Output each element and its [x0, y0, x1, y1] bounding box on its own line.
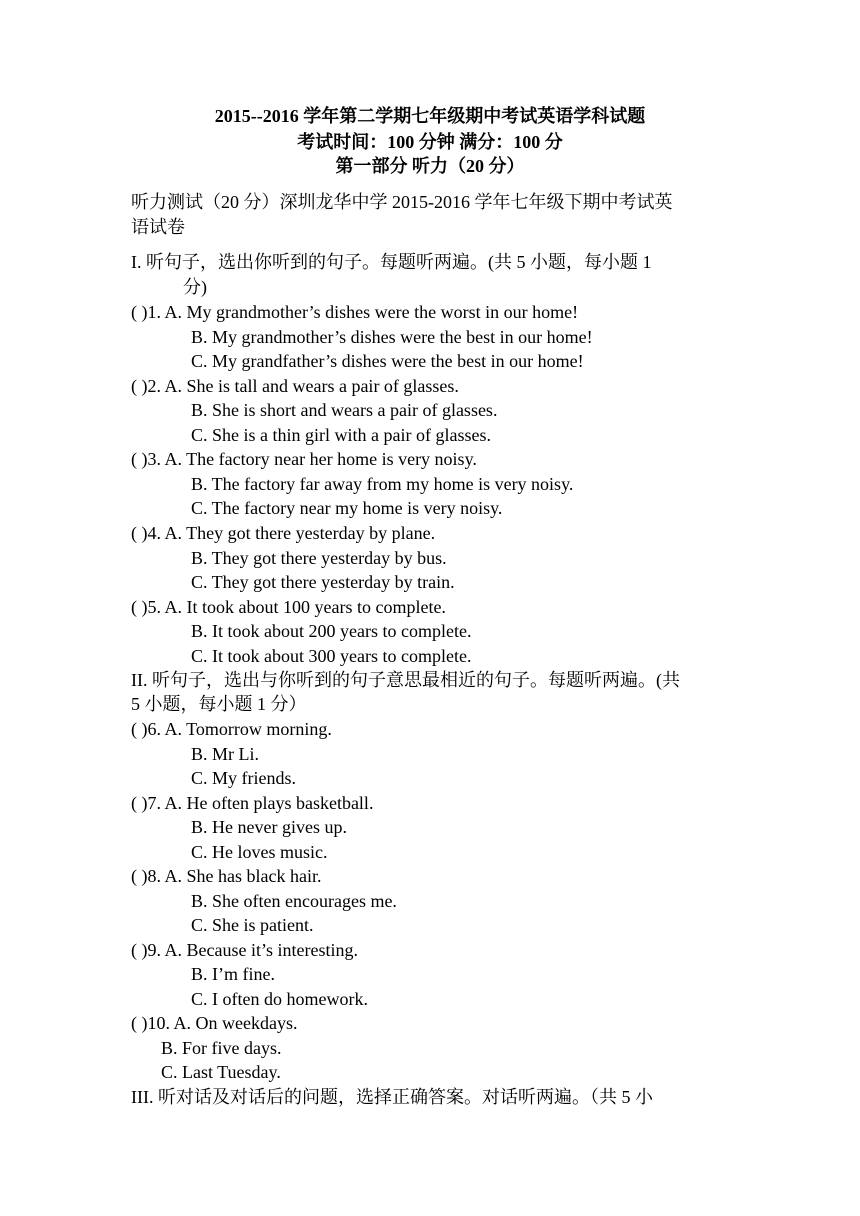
question-10-stem: ( )10. A. On weekdays. [131, 1013, 298, 1033]
question-1-option-b: B. My grandmother’s dishes were the best in our home! [191, 327, 593, 347]
question-8-option-c: C. She is patient. [191, 915, 314, 935]
document-title: 2015--2016 学年第二学期七年级期中考试英语学科试题 [214, 106, 646, 126]
question-9-option-b: B. I’m fine. [191, 964, 275, 984]
question-3-option-b: B. The factory far away from my home is very noisy. [191, 474, 574, 494]
question-10-option-c: C. Last Tuesday. [161, 1062, 281, 1082]
part-heading: 第一部分 听力（20 分） [335, 156, 525, 176]
question-7-option-c: C. He loves music. [191, 842, 328, 862]
question-2-option-c: C. She is a thin girl with a pair of glasses. [191, 425, 491, 445]
question-3-option-c: C. The factory near my home is very noisy. [191, 498, 503, 518]
question-1-option-c: C. My grandfather’s dishes were the best in our home! [191, 351, 584, 371]
question-5-option-b: B. It took about 200 years to complete. [191, 621, 472, 641]
section-1-heading-cont: 分) [183, 277, 207, 297]
question-7-option-b: B. He never gives up. [191, 817, 347, 837]
question-4-option-b: B. They got there yesterday by bus. [191, 548, 447, 568]
question-7-stem: ( )7. A. He often plays basketball. [131, 793, 374, 813]
question-1-stem: ( )1. A. My grandmother’s dishes were the worst in our home! [131, 302, 579, 322]
question-5-stem: ( )5. A. It took about 100 years to complete. [131, 597, 446, 617]
question-9-option-c: C. I often do homework. [191, 989, 368, 1009]
intro-line-2: 语试卷 [131, 217, 185, 237]
question-8-stem: ( )8. A. She has black hair. [131, 866, 322, 886]
question-8-option-b: B. She often encourages me. [191, 891, 397, 911]
question-4-option-c: C. They got there yesterday by train. [191, 572, 455, 592]
section-1-heading: I. 听句子，选出你听到的句子。每题听两遍。(共 5 小题，每小题 1 [131, 252, 652, 272]
question-3-stem: ( )3. A. The factory near her home is very noisy. [131, 449, 477, 469]
question-5-option-c: C. It took about 300 years to complete. [191, 646, 472, 666]
section-3-heading: III. 听对话及对话后的问题，选择正确答案。对话听两遍。（共 5 小 [131, 1087, 653, 1107]
intro-line-1: 听力测试（20 分）深圳龙华中学 2015-2016 学年七年级下期中考试英 [131, 192, 673, 212]
question-6-stem: ( )6. A. Tomorrow morning. [131, 719, 332, 739]
question-2-stem: ( )2. A. She is tall and wears a pair of glasses. [131, 376, 459, 396]
section-2-heading-cont: 5 小题，每小题 1 分） [131, 694, 307, 714]
question-2-option-b: B. She is short and wears a pair of glasses. [191, 400, 498, 420]
section-2-heading: II. 听句子，选出与你听到的句子意思最相近的句子。每题听两遍。(共 [131, 670, 680, 690]
question-6-option-b: B. Mr Li. [191, 744, 260, 764]
exam-info: 考试时间：100 分钟 满分：100 分 [297, 132, 563, 152]
question-4-stem: ( )4. A. They got there yesterday by plane. [131, 523, 436, 543]
question-10-option-b: B. For five days. [161, 1038, 282, 1058]
question-6-option-c: C. My friends. [191, 768, 296, 788]
question-9-stem: ( )9. A. Because it’s interesting. [131, 940, 358, 960]
